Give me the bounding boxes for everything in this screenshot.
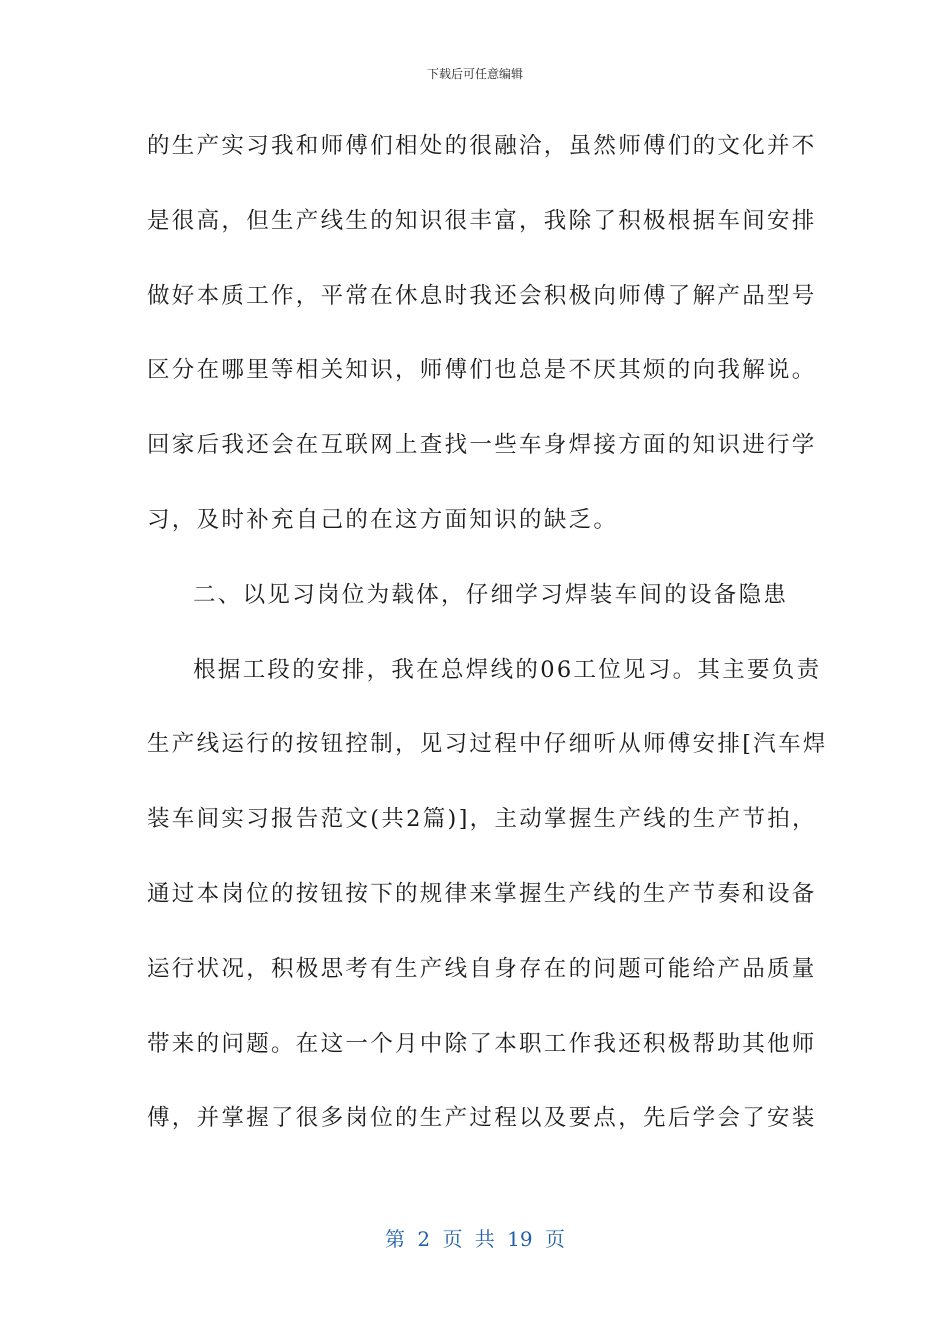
page-header: 下载后可任意编辑 [426, 67, 523, 81]
body-line: 的生产实习我和师傅们相处的很融洽，虽然师傅们的文化并不 [147, 133, 817, 159]
body-line: 装车间实习报告范文(共2篇)]，主动掌握生产线的生产节拍， [147, 806, 817, 833]
body-line: 带来的问题。在这一个月中除了本职工作我还积极帮助其他师 [147, 1030, 817, 1057]
body-line: 习，及时补充自己的在这方面知识的缺乏。 [147, 506, 619, 533]
body-line: 回家后我还会在互联网上查找一些车身焊接方面的知识进行学 [147, 432, 817, 459]
document-body [147, 124, 828, 1171]
page-number-footer: 第 2 页 共 19 页 [385, 1227, 565, 1251]
body-line: 通过本岗位的按钮按下的规律来掌握生产线的生产节奏和设备 [147, 880, 817, 907]
body-line: 根据工段的安排，我在总焊线的06工位见习。其主要负责 [193, 656, 822, 683]
body-line: 是很高，但生产线生的知识很丰富，我除了积极根据车间安排 [147, 207, 817, 234]
body-line: 做好本质工作，平常在休息时我还会积极向师傅了解产品型号 [147, 282, 817, 309]
section-heading: 二、以见习岗位为载体，仔细学习焊装车间的设备隐患 [193, 581, 789, 608]
body-line: 运行状况，积极思考有生产线自身存在的问题可能给产品质量 [147, 955, 817, 982]
body-line: 傅，并掌握了很多岗位的生产过程以及要点，先后学会了安装 [147, 1105, 817, 1132]
body-line: 区分在哪里等相关知识，师傅们也总是不厌其烦的向我解说。 [147, 357, 817, 384]
body-line: 生产线运行的按钮控制，见习过程中仔细听从师傅安排[汽车焊 [147, 731, 828, 758]
